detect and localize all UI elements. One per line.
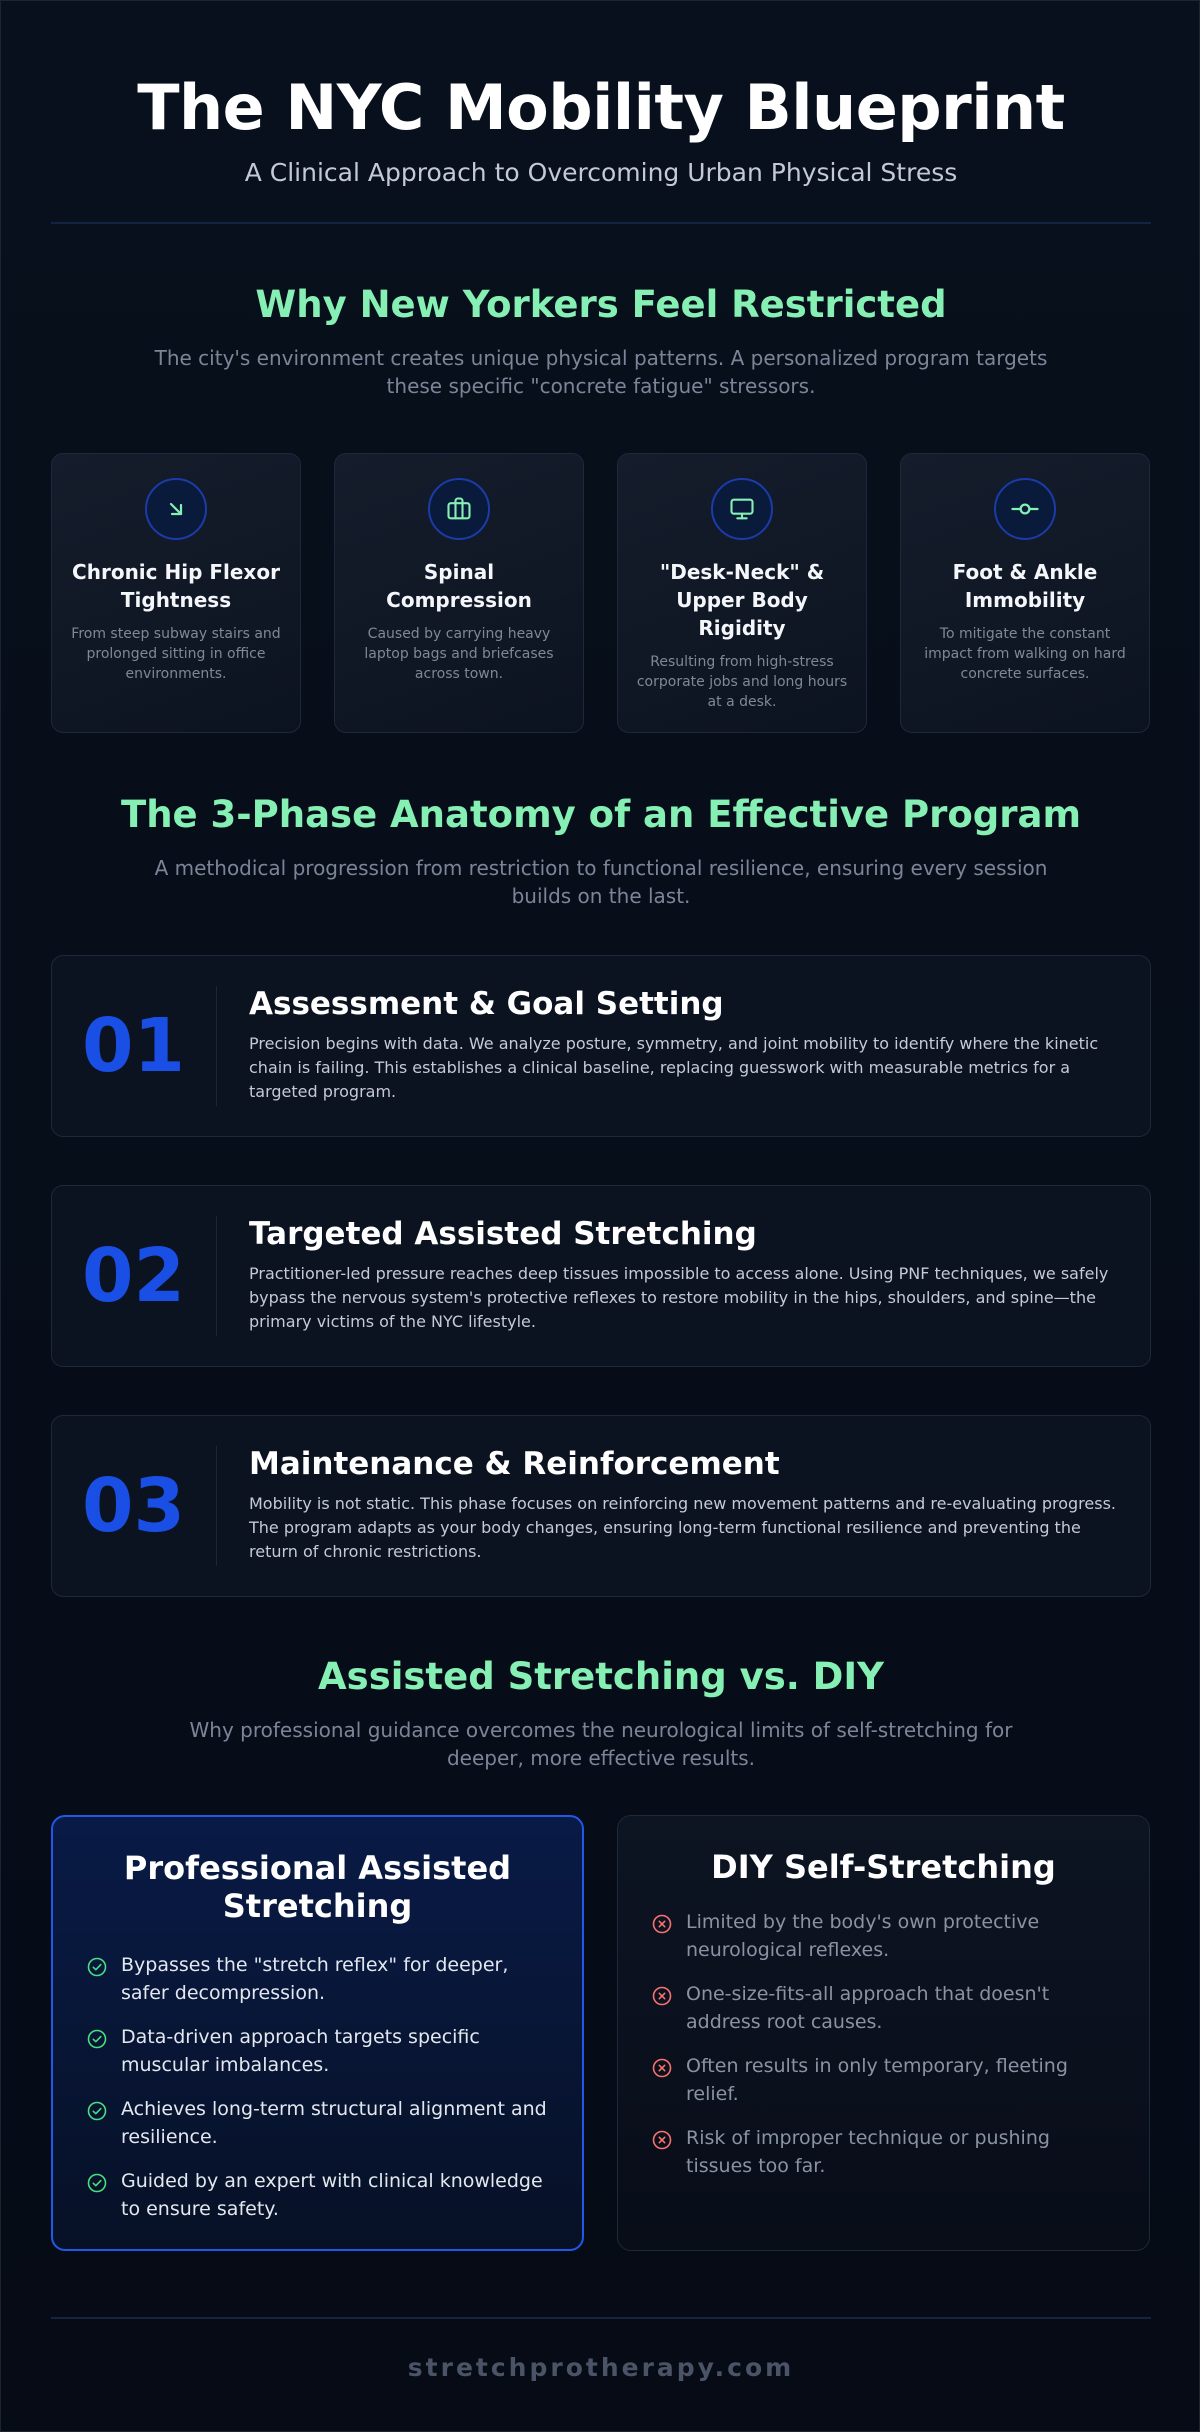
- stressor-card-desk-neck: [617, 453, 867, 733]
- phase-number: 02: [82, 1233, 185, 1319]
- compare-section-title: Assisted Stretching vs. DIY: [318, 1655, 884, 1698]
- benefit-text: Achieves long-term structural alignment and resilience.: [121, 2098, 547, 2148]
- phase-text: Precision begins with data. We analyze posture, symmetry, and joint mobility to identify where the kinetic chain is failing. This establishes a clinical baseline, replacing guesswork with measurable metrics for a targeted program.: [249, 1034, 1099, 1101]
- stressor-title: "Desk-Neck" & Upper Body Rigidity: [659, 560, 825, 640]
- stressor-card-spine: [334, 453, 584, 733]
- phases-section-title: The 3-Phase Anatomy of an Effective Program: [120, 793, 1082, 836]
- benefit-text: Bypasses the "stretch reflex" for deeper, safer decompression.: [121, 1954, 509, 2004]
- x-circle-icon: [652, 1986, 672, 2010]
- compare-section-header: [1, 1655, 1200, 1772]
- phase-divider: [216, 986, 217, 1106]
- phases-section-header: [1, 793, 1200, 910]
- phase-card-2: [51, 1185, 1151, 1367]
- stressor-text: To mitigate the constant impact from walking on hard concrete surfaces.: [924, 626, 1126, 682]
- check-circle-icon: [87, 1957, 107, 1981]
- phase-divider: [216, 1446, 217, 1566]
- x-circle-icon: [652, 1914, 672, 1938]
- phase-title: Targeted Assisted Stretching: [249, 1216, 757, 1252]
- phases-section-description: A methodical progression from restriction to functional resilience, ensuring every session builds on the last.: [154, 856, 1048, 908]
- stressor-card-hip: [51, 453, 301, 733]
- phase-divider: [216, 1216, 217, 1336]
- phase-title: Assessment & Goal Setting: [249, 986, 724, 1022]
- why-section-title: Why New Yorkers Feel Restricted: [255, 283, 947, 326]
- x-circle-icon: [652, 2058, 672, 2082]
- stressor-grid: [51, 453, 1151, 733]
- why-section-header: [1, 283, 1200, 400]
- professional-panel-title: Professional Assisted Stretching: [123, 1849, 512, 1925]
- professional-stretching-panel: [51, 1815, 584, 2251]
- check-circle-icon: [87, 2029, 107, 2053]
- phase-text: Practitioner-led pressure reaches deep tissues impossible to access alone. Using PNF techniques, we safely bypass the nervous system's protective reflexes to restore mobility in the hips, shoulders, and spine—the primary victims of the NYC lifestyle.: [249, 1264, 1109, 1331]
- phase-card-1: [51, 955, 1151, 1137]
- why-section-description: The city's environment creates unique physical patterns. A personalized program targets these specific "concrete fatigue" stressors.: [154, 346, 1048, 398]
- list-item: [652, 2124, 1119, 2180]
- drawback-text: One-size-fits-all approach that doesn't address root causes.: [686, 1983, 1050, 2033]
- stressor-text: Caused by carrying heavy laptop bags and briefcases across town.: [364, 626, 554, 682]
- drawback-text: Often results in only temporary, fleeting relief.: [686, 2055, 1068, 2105]
- check-circle-icon: [87, 2173, 107, 2197]
- benefit-text: Guided by an expert with clinical knowledge to ensure safety.: [121, 2170, 543, 2220]
- stressor-title: Chronic Hip Flexor Tightness: [72, 560, 280, 612]
- check-circle-icon: [87, 2101, 107, 2125]
- compare-section-description: Why professional guidance overcomes the neurological limits of self-stretching for deeper, more effective results.: [189, 1718, 1013, 1770]
- list-item: [87, 2095, 552, 2151]
- list-item: [652, 2052, 1119, 2108]
- phase-card-3: [51, 1415, 1151, 1597]
- stressor-text: Resulting from high-stress corporate jobs and long hours at a desk.: [636, 654, 848, 710]
- stressor-text: From steep subway stairs and prolonged sitting in office environments.: [71, 626, 281, 682]
- list-item: [652, 1980, 1119, 2036]
- phase-title: Maintenance & Reinforcement: [249, 1446, 780, 1482]
- diy-panel-title: DIY Self-Stretching: [711, 1848, 1056, 1886]
- stressor-title: Foot & Ankle Immobility: [952, 560, 1098, 612]
- page-header: [1, 71, 1200, 187]
- page-subtitle: A Clinical Approach to Overcoming Urban Physical Stress: [244, 158, 958, 187]
- phase-text: Mobility is not static. This phase focuses on reinforcing new movement patterns and re-evaluating progress. The program adapts as your body changes, ensuring long-term functional resilience and preventing the return of chronic restrictions.: [249, 1494, 1117, 1561]
- diy-drawbacks-list: [618, 1908, 1149, 2180]
- list-item: [87, 2023, 552, 2079]
- benefit-text: Data-driven approach targets specific muscular imbalances.: [121, 2026, 480, 2076]
- stressor-title: Spinal Compression: [386, 560, 532, 612]
- phase-number: 01: [82, 1003, 185, 1089]
- professional-benefits-list: [53, 1951, 582, 2223]
- monitor-icon: [711, 478, 773, 540]
- commit-icon: [994, 478, 1056, 540]
- list-item: [87, 2167, 552, 2223]
- header-divider: [51, 222, 1151, 224]
- list-item: [652, 1908, 1119, 1964]
- footer-divider: [51, 2317, 1151, 2319]
- briefcase-icon: [428, 478, 490, 540]
- drawback-text: Limited by the body's own protective neurological reflexes.: [686, 1911, 1040, 1961]
- page-title: The NYC Mobility Blueprint: [137, 71, 1065, 144]
- footer-website-link[interactable]: stretchprotherapy.com: [407, 2353, 795, 2382]
- drawback-text: Risk of improper technique or pushing tissues too far.: [686, 2127, 1050, 2177]
- list-item: [87, 1951, 552, 2007]
- phase-number: 03: [82, 1463, 185, 1549]
- diy-stretching-panel: [617, 1815, 1150, 2251]
- x-circle-icon: [652, 2130, 672, 2154]
- stressor-card-foot-ankle: [900, 453, 1150, 733]
- arrow-down-right-icon: [145, 478, 207, 540]
